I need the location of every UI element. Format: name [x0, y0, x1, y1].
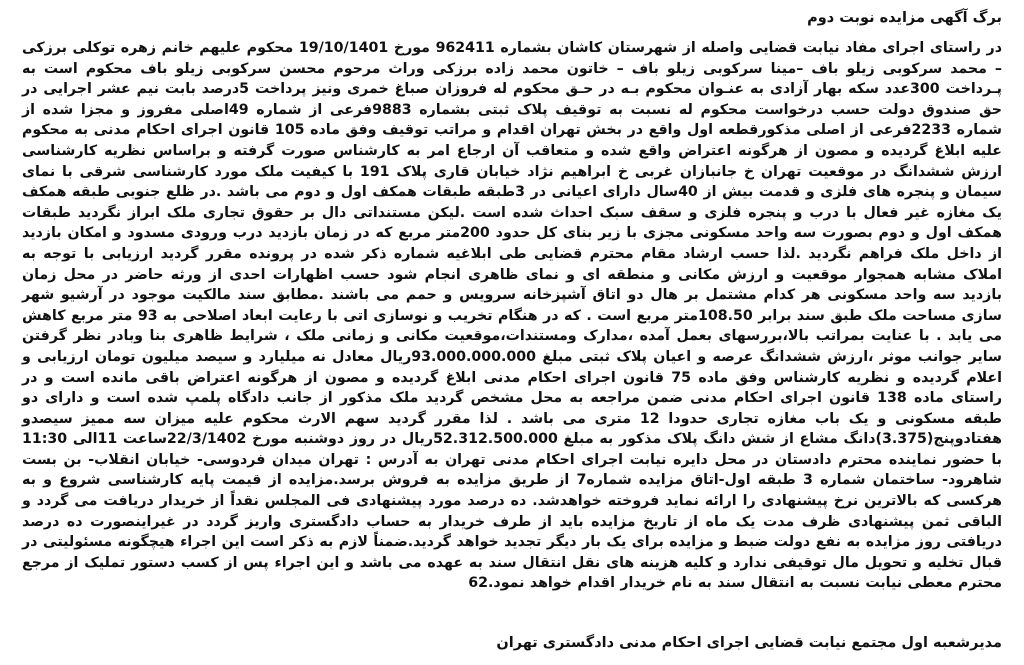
notice-body: در راستای اجرای مفاد نیابت قضایی واصله از شهرستان کاشان بشماره 962411 مورخ 19/10/1401 محکوم علیهم خانم زهره توکلی برزکی – محمد سرکوبی زیلو باف –مینا سرکوبی زیلو باف – خاتون محمد زاده برزکی وراث مرحوم محسن سرکوبی زیلو باف محکوم است به پـرداخت 300عدد سکه بهار آزادی به عنـوان محکوم بـه در حـق محکوم له فروزان صباغ خمری ونیز پرداخت 5درصد بابت نیم عشر اجرایی در حق صندوق دولت حسب درخواست محکوم له نسبت به توقیف پلاک ثبتی بشماره 9883فرعی از شماره 49اصلی مفروز و مجزا شده از شماره 2233فرعی از اصلی مذکورقطعه اول واقع در بخش تهران اقدام و مراتب توقیف وفق ماده 105 قانون اجرای احکام مدنی به محکوم علیه ابلاغ گردیده و مصون از هرگونه اعتراض واقع شده و متعاقب آن ارجاع امر به کارشناس صورت گرفته و براساس نظریه کارشناسی ارزش ششدانگ در موقعیت تهران خ جانبازان غربی خ ابراهیم نژاد خیابان قاری پلاک 191 با کیفیت ملک مورد کارشناسی شرقی با نمای سیمان و پنجره های فلزی و قدمت بیش از 40سال دارای اعیانی در 3طبقه طبقات همکف اول و دوم می باشد .در ظلع جنوبی طبقه همکف یک مغازه غیر فعال با درب و پنجره فلزی و سقف سبک احداث شده است .لیکن مستنداتی دال بر حقوق تجاری ملک ابراز نگردید طبقات همکف اول و دوم بصورت سه واحد مسکونی مجزی با زیر بنای کل حدود 200متر مربع که در زمان بازدید درب ورودی مسدود و امکان بازدید از داخل ملک فراهم نگردید .لذا حسب ارشاد مقام محترم قضایی طی ابلاغیه شماره ذکر شده در پرونده مقرر گردید ارزیابی با توجه به املاک مشابه همجوار موقعیت و ارزش مکانی و منطقه ای و نمای ظاهری انجام شود حسب اظهارات احدی از ورثه حاضر در محل زمان بازدید سه واحد مسکونی هر کدام مشتمل بر هال دو اتاق آشپزخانه سرویس و حمم می باشند .مطابق سند مالکیت موجود در آرشیو شهر سازی مساحت ملک طبق سند برابر 108.50متر مربع است . که در هنگام تخریب و نوسازی اتی با رعایت ابعاد اصلاحی به 93 متر مربع کاهش می یابد . با عنایت بمراتب بالا،بررسهای بعمل آمده ،مدارک ومستندات،موقعیت مکانی و زمانی ملک ، شرایط ظاهری بنا وبادر نظر گرفتن سایر جوانب موثر ،ارزش ششدانگ عرصه و اعیان پلاک ثبتی مبلغ 93.000.000.000ریال معادل نه میلیارد و سیصد میلیون تومان ارزیابی و اعلام گردیده و نظریه کارشناس وفق ماده 75 قانون اجرای احکام مدنی ابلاغ گردیده و مصون از هرگونه اعتراض باقی مانده است و در راستای ماده 138 قانون اجرای احکام مدنی ضمن مراجعه به محل مشخص گردید ملک مذکور از جانب دادگاه پلمپ شده است و دارای دو طبقه مسکونی و یک باب مغازه تجاری حدودا 12 متری می باشد . لذا مقرر گردید سهم الارث محکوم علیه میزان سه ممیز سیصدو هفتادوپنج(3.375)دانگ مشاع از شش دانگ پلاک مذکور به مبلغ 52.312.500.000ریال در روز دوشنبه مورخ 22/3/1402ساعت 11الی 11:30 با حضور نماینده محترم دادستان در محل دایره نیابت اجرای احکام مدنی تهران به آدرس : تهران میدان فردوسی- خیابان انقلاب- بن بست شاهرود- ساختمان شماره 3 طبقه اول-اتاق مزایده شماره7 از طریق مزایده به فروش برسد.مزایده از قیمت پایه کارشناسی شروع و به هرکسی که بالاترین نرخ پیشنهادی را ارائه نماید فروخته خواهدشد. ده درصد مورد پیشنهادی فی المجلس نقداً از خریدار دریافت می گردد و الباقی ثمن پیشنهادی ظرف مدت یک ماه از تاریخ مزایده باید از طرف خریدار به حساب دادگستری واریز گردد در غیراینصورت ده درصد دریافتی روز مزایده به نفع دولت ضبط و مزایده برای یک بار دیگر تجدید خواهد گردید.ضمناً لازم به ذکر است این اجراء هیچگونه مسئولیتی در قبال تخلیه و تحویل مال توقیفی ندارد و کلیه هزینه های نقل انتقال سند به عهده می باشد و این اجراء پس از کسب دستور تملیک از مرجع محترم معطی نیابت نسبت به انتقال سند به نام خریدار اقدام خواهد نمود.62	[22, 40, 1003, 592]
notice-signature: مدیرشعبه اول مجتمع نیابت قضایی اجرای احکام مدنی دادگستری تهران	[496, 635, 1002, 651]
notice-title: برگ آگهی مزایده نوبت دوم	[807, 10, 1002, 26]
